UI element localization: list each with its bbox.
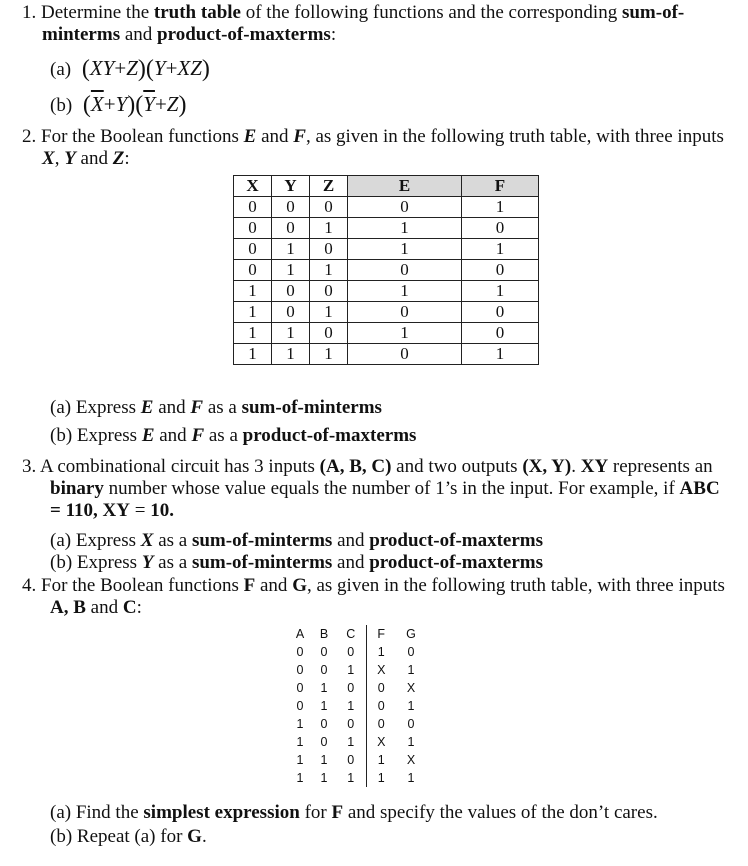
- q4-header-b: B: [319, 627, 329, 641]
- q4-row: [288, 697, 426, 715]
- q4-cell: 1: [320, 699, 328, 713]
- q4-part-a: (a) Find the simplest expression for F and specify the values of the don’t cares.: [50, 802, 658, 823]
- q2-cell: 1: [272, 260, 310, 281]
- q2-part-a: (a) Express E and F as a sum-of-minterms: [50, 397, 382, 418]
- q2-cell: 0: [310, 197, 348, 218]
- q4-cell: 1: [366, 643, 396, 661]
- q1-number: 1.: [22, 2, 37, 23]
- q2-table-header: [234, 176, 539, 197]
- q4-cell: 0: [320, 717, 328, 731]
- q4-cell: 0: [366, 697, 396, 715]
- q1-expression-b: $(\overline{X}+Y)(\overline{Y}+Z)$: [82, 92, 187, 118]
- q2-cell: 1: [462, 239, 539, 260]
- q2-cell: 0: [462, 260, 539, 281]
- q4-row: [288, 769, 426, 787]
- q4-header-c: C: [346, 627, 356, 641]
- q2-cell: 0: [462, 302, 539, 323]
- q4-cell: 0: [347, 753, 355, 767]
- q4-cell: 1: [366, 751, 396, 769]
- q4-line2: A, B and C:: [50, 597, 142, 618]
- q4-cell: 0: [407, 645, 415, 659]
- q4-cell: 0: [296, 699, 304, 713]
- q2-cell: 0: [462, 218, 539, 239]
- q2-row: [234, 260, 539, 281]
- q4-header-g: G: [406, 627, 416, 641]
- q4-cell: 0: [320, 645, 328, 659]
- q4-cell: 1: [320, 753, 328, 767]
- q4-table-header: [288, 625, 426, 643]
- q4-line1: 4. For the Boolean functions F and G, as given in the following truth table, with three inputs: [22, 575, 725, 596]
- q4-cell: X: [366, 733, 396, 751]
- q1-line1: 1. Determine the truth table of the following functions and the corresponding sum-of-: [22, 2, 685, 23]
- q2-row: [234, 239, 539, 260]
- q2-cell: 0: [348, 344, 462, 365]
- q2-row: [234, 323, 539, 344]
- q2-row: [234, 218, 539, 239]
- q1-line2: minterms and product-of-maxterms:: [42, 24, 337, 45]
- q2-cell: 0: [272, 302, 310, 323]
- q2-cell: 1: [272, 344, 310, 365]
- q4-cell: 1: [366, 769, 396, 787]
- q2-header-x: X: [234, 176, 272, 197]
- q4-cell: 1: [296, 753, 304, 767]
- q2-cell: 1: [348, 218, 462, 239]
- q2-cell: 1: [310, 302, 348, 323]
- q2-row: [234, 281, 539, 302]
- q2-cell: 1: [310, 344, 348, 365]
- q4-cell: 0: [347, 681, 355, 695]
- q4-row: [288, 751, 426, 769]
- q3-line3: = 110, XY = 10.: [50, 500, 174, 521]
- q2-cell: 1: [310, 218, 348, 239]
- q2-cell: 1: [348, 281, 462, 302]
- q4-cell: 0: [296, 645, 304, 659]
- q3-part-a: (a) Express X as a sum-of-minterms and product-of-maxterms: [50, 530, 544, 551]
- q2-cell: 0: [348, 197, 462, 218]
- q4-cell: 0: [320, 663, 328, 677]
- q4-row: [288, 733, 426, 751]
- q2-cell: 1: [348, 323, 462, 344]
- q4-cell: 1: [296, 717, 304, 731]
- q2-line1: 2. For the Boolean functions E and F, as given in the following truth table, with three inputs: [22, 126, 724, 147]
- q2-cell: 1: [310, 260, 348, 281]
- q4-cell: 0: [347, 717, 355, 731]
- q4-cell: X: [406, 753, 416, 767]
- q2-cell: 0: [310, 281, 348, 302]
- q4-cell: X: [366, 661, 396, 679]
- q4-cell: 0: [366, 715, 396, 733]
- q1-part-b: (b) $(\overline{X}+Y)(\overline{Y}+Z)$: [50, 92, 187, 118]
- q4-cell: 1: [296, 771, 304, 785]
- q2-truth-table: [233, 175, 539, 365]
- q4-cell: 1: [407, 735, 415, 749]
- q2-cell: 0: [234, 197, 272, 218]
- q2-header-z: Z: [310, 176, 348, 197]
- q4-cell: 1: [347, 771, 355, 785]
- q2-header-y: Y: [272, 176, 310, 197]
- q2-cell: 1: [234, 323, 272, 344]
- q2-cell: 1: [234, 344, 272, 365]
- q2-cell: 1: [234, 281, 272, 302]
- q4-cell: 1: [296, 735, 304, 749]
- q4-cell: 1: [347, 663, 355, 677]
- q2-header-e: E: [348, 176, 462, 197]
- q3-part-b: (b) Express Y as a sum-of-minterms and product-of-maxterms: [50, 552, 544, 573]
- q2-part-b: (b) Express E and F as a product-of-maxterms: [50, 425, 417, 446]
- q3-line2: binary number whose value equals the number of 1’s in the input. For example, if ABC: [50, 478, 720, 499]
- q2-cell: 1: [272, 239, 310, 260]
- q4-truth-table: [288, 625, 426, 787]
- q4-cell: 1: [320, 771, 328, 785]
- q4-cell: 0: [296, 663, 304, 677]
- q2-cell: 0: [234, 260, 272, 281]
- q2-row: [234, 302, 539, 323]
- q2-cell: 0: [462, 323, 539, 344]
- q2-cell: 1: [348, 239, 462, 260]
- q4-header-a: A: [295, 627, 305, 641]
- q4-cell: 0: [320, 735, 328, 749]
- q2-row: [234, 197, 539, 218]
- q2-row: [234, 344, 539, 365]
- q2-cell: 0: [272, 281, 310, 302]
- q4-row: [288, 679, 426, 697]
- q4-cell: 1: [407, 699, 415, 713]
- q4-cell: 1: [347, 699, 355, 713]
- q2-cell: 1: [462, 344, 539, 365]
- q2-cell: 0: [310, 239, 348, 260]
- q2-cell: 0: [272, 218, 310, 239]
- q2-cell: 0: [234, 239, 272, 260]
- q3-line1: 3. A combinational circuit has 3 inputs (A, B, C) and two outputs (X, Y). XY represents an: [22, 456, 713, 477]
- q2-cell: 1: [272, 323, 310, 344]
- q4-cell: 0: [366, 679, 396, 697]
- q4-cell: 1: [320, 681, 328, 695]
- q2-cell: 0: [348, 260, 462, 281]
- q1-expression-a: (XY+Z)(Y+XZ): [81, 56, 210, 82]
- q2-line2: X, Y and Z:: [42, 148, 130, 169]
- q2-cell: 1: [234, 302, 272, 323]
- q2-cell: 0: [272, 197, 310, 218]
- q4-cell: 1: [407, 663, 415, 677]
- q2-cell: 0: [310, 323, 348, 344]
- q4-cell: 0: [296, 681, 304, 695]
- q4-row: [288, 715, 426, 733]
- q4-row: [288, 661, 426, 679]
- q2-cell: 1: [462, 197, 539, 218]
- q4-cell: X: [406, 681, 416, 695]
- q4-row: [288, 643, 426, 661]
- q4-cell: 1: [347, 735, 355, 749]
- q2-cell: 0: [348, 302, 462, 323]
- q4-header-f: F: [366, 625, 396, 643]
- q2-header-f: F: [462, 176, 539, 197]
- q4-part-b: (b) Repeat (a) for G.: [50, 826, 207, 847]
- q2-cell: 0: [234, 218, 272, 239]
- q4-cell: 0: [347, 645, 355, 659]
- q1-part-a: (a) (XY+Z)(Y+XZ): [50, 56, 210, 82]
- q4-cell: 0: [407, 717, 415, 731]
- q4-cell: 1: [407, 771, 415, 785]
- q2-cell: 1: [462, 281, 539, 302]
